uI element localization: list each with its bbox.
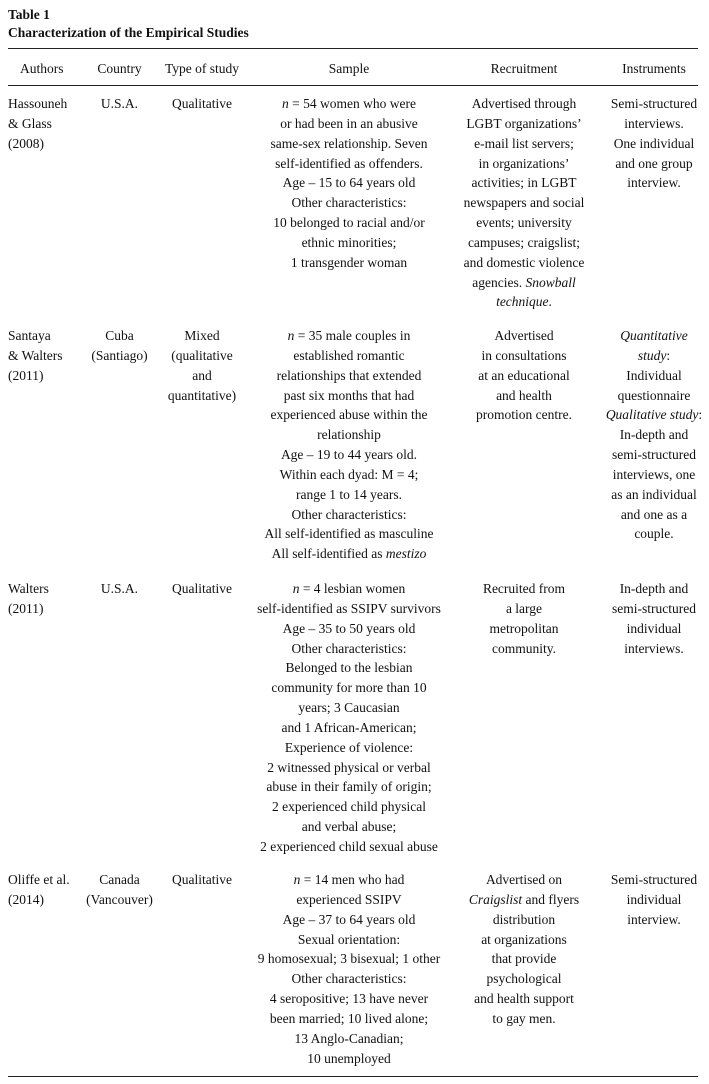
cell-type: Qualitative [172,96,232,111]
sample-text: = 54 women who were or had been in an abusive same-sex relationship. Seven self-identified as offenders. Age – 15 to 64 years old Other characteristics: 10 belonged to racial and/or ethnic minorities; 1 transgender woman [270,96,428,270]
sample-text: = 14 men who had experienced SSIPV Age – 37 to 64 years old Sexual orientation: 9 homosexual; 3 bisexual; 1 other Other characteristics: 4 seropositive; 13 have never been married; 10 lived alone; 13 Anglo-Canadian; 10 unemployed [257,872,441,1066]
cell-recruitment [454,94,594,312]
header-country: Country [97,61,142,76]
cell-instruments: Semi-structured individual interview. [610,872,698,927]
instruments-italic-1: Quantitative study [620,328,688,363]
sample-n: n [292,581,300,596]
cell-country: Cuba (Santiago) [91,328,148,363]
cell-sample [240,94,458,273]
cell-authors: Santaya & Walters (2011) [8,328,63,383]
instruments-mid: : Individual questionnaire [617,347,691,403]
header-type-of-study: Type of study [164,61,240,76]
cell-country: Canada (Vancouver) [86,872,153,907]
cell-country: U.S.A. [100,581,139,596]
table-caption [8,6,249,42]
header-instruments: Instruments [622,61,686,76]
recruitment-italic: Snowball technique [496,274,576,310]
sample-n: n [282,96,289,111]
sample-n: n [287,328,295,343]
table-label: Table 1 [8,7,50,22]
recruitment-text: and flyers distribution at organizations that provide psychological and health support to gay men. [474,891,580,1026]
header-sample: Sample [328,61,370,76]
header-recruitment: Recruitment [490,61,558,76]
cell-recruitment: Advertised in consultations at an educational and health promotion centre. [476,328,572,423]
bottom-rule [8,1076,698,1077]
cell-authors: Hassouneh & Glass (2008) [8,96,68,151]
cell-recruitment: Recruited from a large metropolitan community. [482,581,566,656]
top-rule [8,48,698,49]
table-title: Characterization of the Empirical Studies [8,25,249,40]
cell-authors: Oliffe et al. (2014) [8,872,70,907]
recruitment-text: Advertised through LGBT organizations’ e-mail list servers; in organizations’ activities; in LGBT newspapers and social events; university campuses; craigslist; and domestic violence agencies. [463,96,585,290]
cell-type: Qualitative [172,581,232,596]
instruments-end: : In-depth and semi-structured interviews, one as an individual and one as a couple. [611,407,703,542]
cell-country: U.S.A. [100,96,139,111]
cell-sample [240,326,458,564]
cell-authors: Walters (2011) [8,581,49,616]
cell-instruments [600,326,708,544]
sample-n: n [293,872,301,887]
recruitment-pre: Advertised on [485,872,563,887]
cell-instruments: Semi-structured interviews. One individual and one group interview. [610,96,698,191]
cell-sample [240,870,458,1068]
sample-text: = 4 lesbian women self-identified as SSIPV survivors Age – 35 to 50 years old Other characteristics: Belonged to the lesbian community for more than 10 years; 3 Caucasian and 1 African-American; Experience of violence: 2 witnessed physical or verbal abuse in their family of origin; 2 experienced child physical and verbal abuse; 2 experienced child sexual abuse [257,581,441,854]
instruments-italic-2: Qualitative study [605,407,699,423]
cell-instruments: In-depth and semi-structured individual interviews. [612,581,696,656]
sample-italic-end: mestizo [385,546,427,562]
header-authors: Authors [20,61,64,76]
sample-text: = 35 male couples in established romantic relationships that extended past six months that had experienced abuse within the relationship Age – 19 to 44 years old. Within each dyad: M = 4; range 1 to 14 years. Other characteristics: All self-identified as masculine All self-identified as [264,328,434,562]
recruitment-end: . [548,294,552,310]
cell-type: Qualitative [172,872,232,887]
header-rule [8,85,698,86]
cell-recruitment [454,870,594,1029]
cell-sample [240,579,458,857]
cell-type: Mixed (qualitative and quantitative) [167,328,237,403]
recruitment-italic: Craigslist [468,891,523,907]
